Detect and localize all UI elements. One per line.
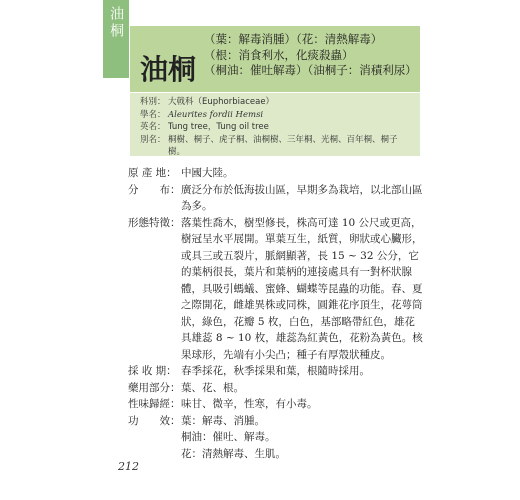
distribution-value: 廣泛分布於低海拔山區，早期多為栽培，以北部山區為多。 (181, 183, 423, 212)
medicinal-parts-entry (128, 380, 423, 397)
family-row (140, 96, 412, 109)
function-values (181, 413, 423, 463)
harvest-value: 春季採花，秋季採果和葉，根隨時採用。 (181, 365, 370, 377)
nature-entry (128, 396, 423, 413)
section-tab (103, 0, 129, 78)
family-value: 大戟科（Euphorbiaceae） (168, 97, 275, 107)
function-label: 功 效： (128, 414, 181, 427)
scientific-name-value: Aleurites fordii Hemsi (168, 109, 264, 120)
classification-box (130, 93, 420, 156)
origin-entry (128, 165, 423, 182)
aliases-label: 別名： (140, 134, 166, 145)
page-number: 212 (118, 460, 139, 473)
medicinal-parts-label: 藥用部分： (128, 381, 181, 394)
effects-line-2: （根：消食利水，化痰殺蟲） (204, 47, 354, 62)
effects-line-1: （葉：解毒消腫）（花：清熱解毒） (204, 32, 383, 46)
scientific-name-row (140, 109, 412, 122)
scientific-name-label: 學名： (140, 109, 166, 120)
nature-value: 味甘、微辛，性寒，有小毒。 (181, 398, 318, 410)
nature-label: 性味歸經： (128, 398, 181, 410)
morphology-label: 形態特徵： (128, 216, 181, 229)
description-body (128, 165, 423, 462)
english-name-value: Tung tree，Tung oil tree (168, 122, 269, 132)
distribution-label: 分 布： (128, 183, 181, 196)
english-name-row (140, 121, 412, 134)
harvest-label: 採 收 期： (128, 365, 177, 377)
family-label: 科別： (140, 97, 166, 107)
effects-line-3: （桐油：催吐解毒）（油桐子：消積利尿） (204, 63, 417, 77)
function-flower: 花：清熱解毒、生肌。 (181, 447, 286, 460)
morphology-value: 落葉性喬木，樹型修長，株高可達 10 公尺或更高，樹冠呈水平展開。單葉互生，紙質，卵狀或心臟形，或具三或五裂片，脈網顯著，長 15 ~ 32 公分，它的葉柄很長，葉片和葉柄的連接處具有一對杯狀腺體，具吸引螞蟻、蜜蜂、蝴蝶等昆蟲的功能。春、夏之際開花，雌雄異株或同株，圓錐花序頂生，花萼筒狀，綠色，花瓣 5 枚，白色，基部略帶紅色，雄花具雄蕊 8 ~ 10 枚，雄蕊為紅黃色，花粉為黃色。核果球形，先端有小尖凸；種子有厚殼狀種皮。 (181, 216, 423, 361)
aliases-value: 桐樹、桐子、虎子桐、油桐樹、三年桐、光桐、百年桐、桐子樹。 (168, 134, 398, 157)
english-name-label: 英名： (140, 122, 166, 132)
medicinal-parts-value: 葉、花、根。 (181, 381, 244, 394)
plant-name: 油桐 (140, 53, 197, 86)
section-tab-label: 油桐 (108, 6, 124, 40)
function-entry (128, 413, 423, 463)
origin-label: 原 產 地： (128, 167, 177, 179)
function-oil: 桐油：催吐、解毒。 (181, 431, 276, 443)
harvest-entry (128, 363, 423, 380)
aliases-row (140, 134, 412, 159)
origin-value: 中國大陸。 (181, 167, 234, 179)
distribution-entry (128, 182, 423, 215)
effects-summary (204, 32, 417, 79)
function-leaf: 葉：解毒、消腫。 (181, 414, 265, 427)
morphology-entry (128, 215, 423, 364)
